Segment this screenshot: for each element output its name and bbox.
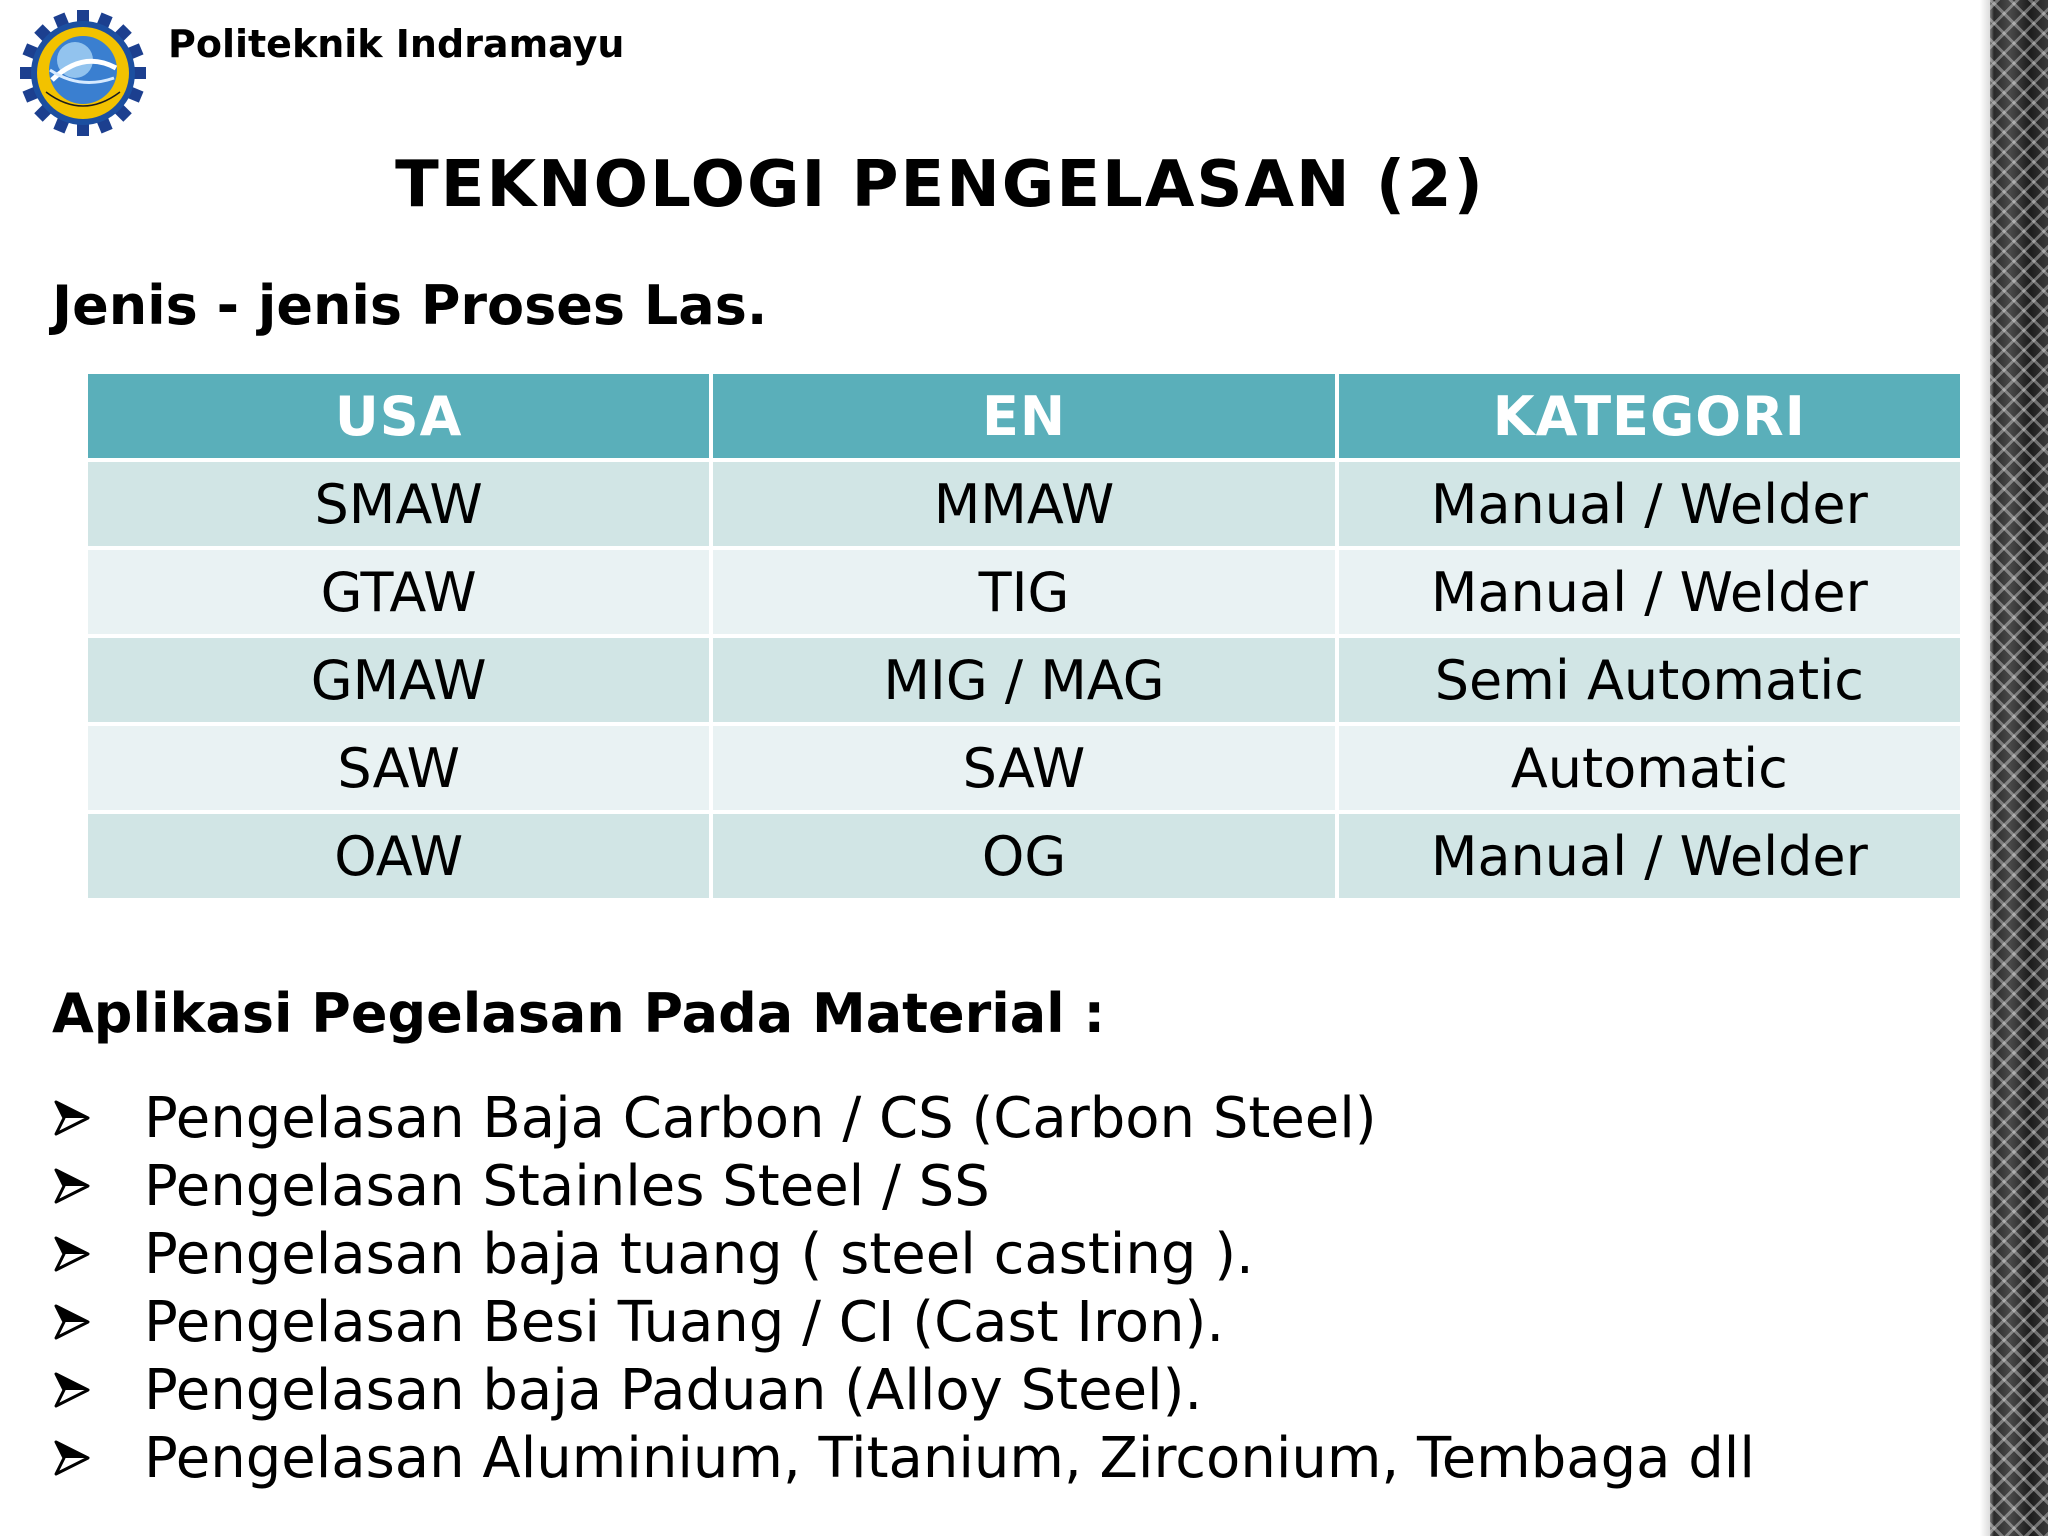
column-header-usa: USA	[88, 374, 709, 458]
table-header-row	[88, 374, 1960, 458]
column-header-kategori: KATEGORI	[1339, 374, 1960, 458]
table-cell: OAW	[88, 814, 709, 898]
table-row	[88, 550, 1960, 634]
list-item	[52, 1084, 1755, 1152]
arrow-bullet-icon	[52, 1438, 92, 1478]
table-cell: SAW	[88, 726, 709, 810]
table-cell: Manual / Welder	[1339, 814, 1960, 898]
application-list	[52, 1084, 1755, 1492]
table-cell: Manual / Welder	[1339, 462, 1960, 546]
list-item-text: Pengelasan Stainles Steel / SS	[144, 1153, 990, 1219]
arrow-bullet-icon	[52, 1302, 92, 1342]
list-item-text: Pengelasan Baja Carbon / CS (Carbon Steel)	[144, 1085, 1377, 1151]
decorative-side-strip	[1980, 0, 2048, 1536]
table-cell: TIG	[713, 550, 1334, 634]
arrow-bullet-icon	[52, 1234, 92, 1274]
table-cell: MIG / MAG	[713, 638, 1334, 722]
table-row	[88, 814, 1960, 898]
list-item-text: Pengelasan Besi Tuang / CI (Cast Iron).	[144, 1289, 1225, 1355]
table-cell: SMAW	[88, 462, 709, 546]
side-strip-edge	[1980, 0, 1990, 1536]
table-cell: OG	[713, 814, 1334, 898]
arrow-bullet-icon	[52, 1098, 92, 1138]
table-row	[88, 462, 1960, 546]
table-cell: GMAW	[88, 638, 709, 722]
list-item	[52, 1220, 1755, 1288]
list-item-text: Pengelasan baja tuang ( steel casting ).	[144, 1221, 1254, 1287]
list-item	[52, 1152, 1755, 1220]
list-item-text: Pengelasan baja Paduan (Alloy Steel).	[144, 1357, 1203, 1423]
table-cell: Automatic	[1339, 726, 1960, 810]
institution-name: Politeknik Indramayu	[168, 22, 625, 66]
institution-logo	[20, 10, 146, 136]
section-heading-applications: Aplikasi Pegelasan Pada Material :	[52, 982, 1106, 1045]
table-cell: SAW	[713, 726, 1334, 810]
list-item	[52, 1424, 1755, 1492]
table-cell: Semi Automatic	[1339, 638, 1960, 722]
page-title: TEKNOLOGI PENGELASAN (2)	[395, 148, 1485, 222]
list-item	[52, 1288, 1755, 1356]
list-item	[52, 1356, 1755, 1424]
list-item-text: Pengelasan Aluminium, Titanium, Zirconium, Tembaga dll	[144, 1425, 1755, 1491]
welding-process-table	[84, 370, 1964, 902]
table-cell: Manual / Welder	[1339, 550, 1960, 634]
arrow-bullet-icon	[52, 1166, 92, 1206]
table-row	[88, 726, 1960, 810]
table-cell: MMAW	[713, 462, 1334, 546]
arrow-bullet-icon	[52, 1370, 92, 1410]
section-heading-processes: Jenis - jenis Proses Las.	[52, 274, 768, 337]
table-cell: GTAW	[88, 550, 709, 634]
table-row	[88, 638, 1960, 722]
column-header-en: EN	[713, 374, 1334, 458]
